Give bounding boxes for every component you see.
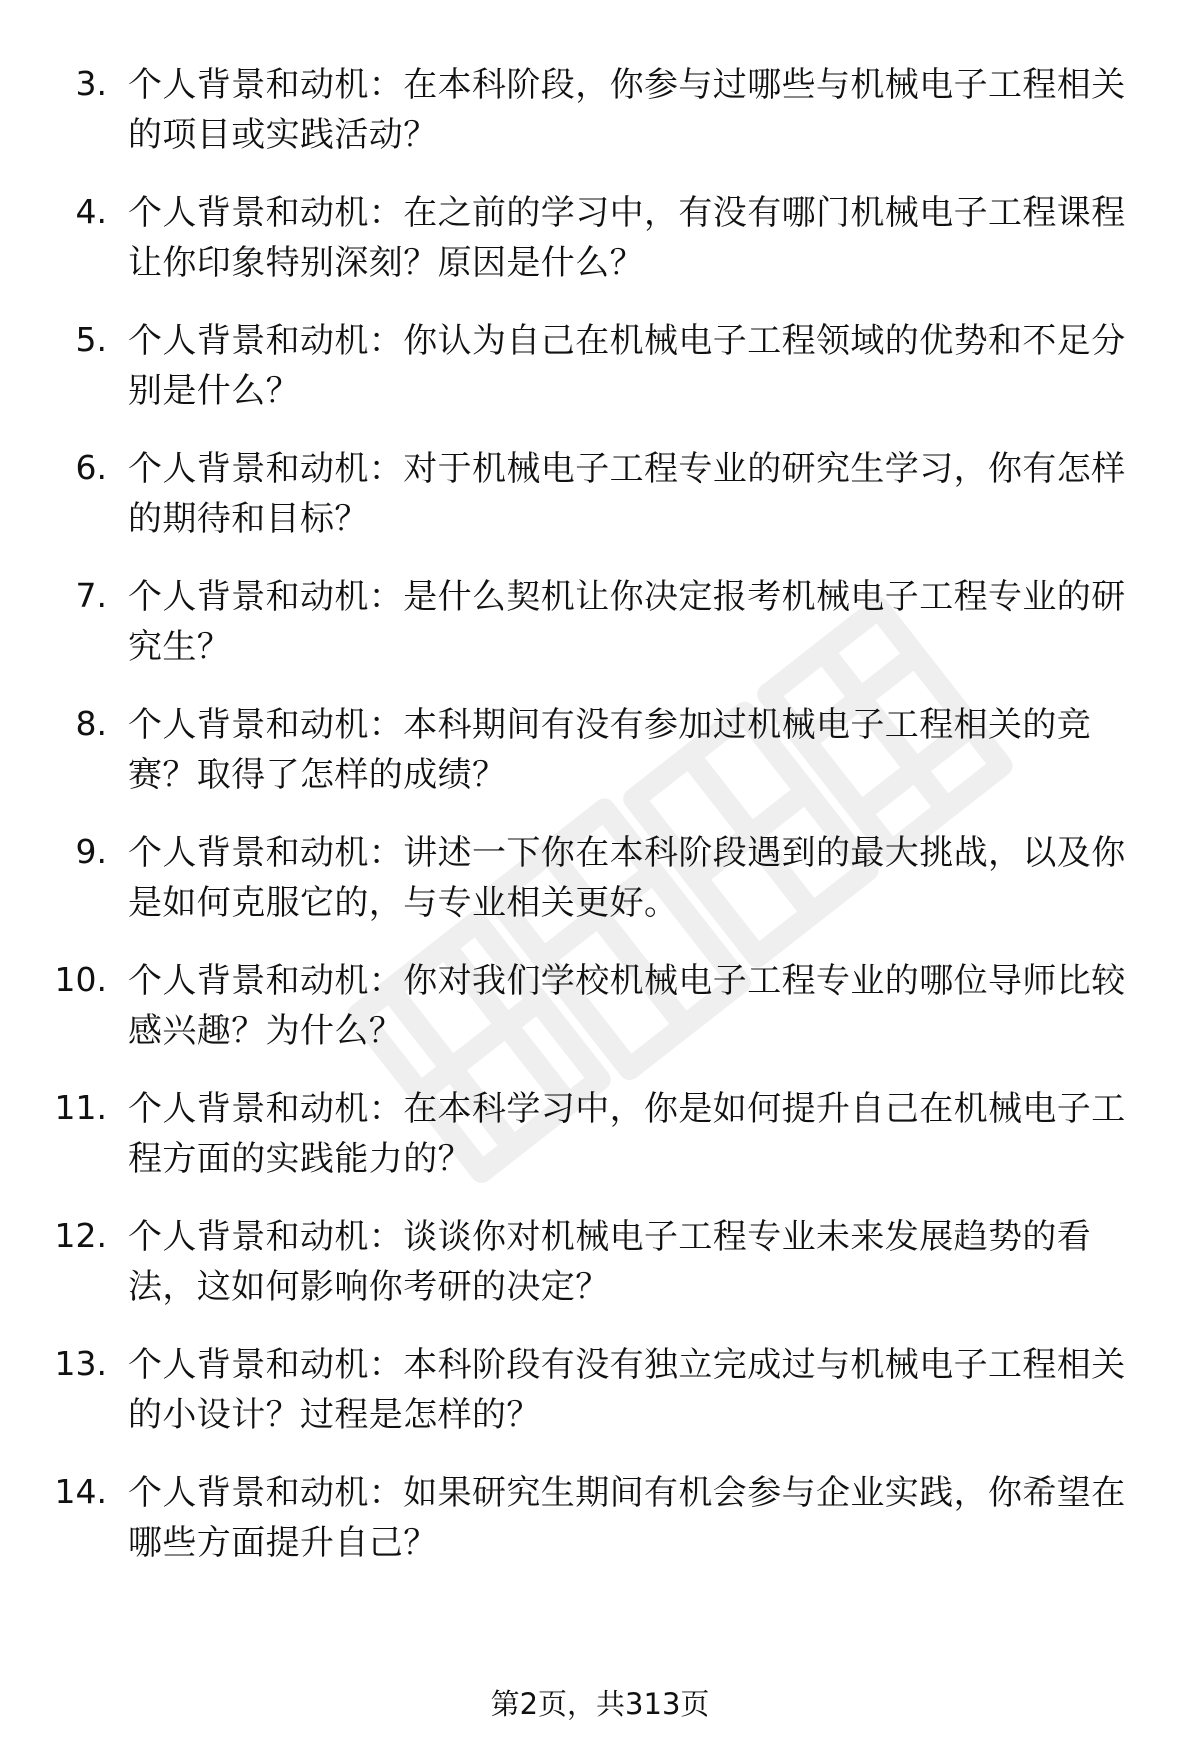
question-text: 个人背景和动机：如果研究生期间有机会参与企业实践，你希望在哪些方面提升自己？	[128, 1473, 1126, 1563]
question-text: 个人背景和动机：对于机械电子工程专业的研究生学习，你有怎样的期待和目标？	[128, 449, 1126, 539]
question-item	[0, 306, 1200, 434]
question-text: 个人背景和动机：是什么契机让你决定报考机械电子工程专业的研究生？	[128, 577, 1126, 667]
question-item	[0, 818, 1200, 946]
question-text: 个人背景和动机：你认为自己在机械电子工程领域的优势和不足分别是什么？	[128, 321, 1126, 411]
question-number: 3.	[75, 64, 107, 103]
question-number: 4.	[75, 192, 107, 231]
question-number: 10.	[54, 960, 107, 999]
question-item	[0, 178, 1200, 306]
question-list	[0, 50, 1200, 1586]
question-number: 7.	[75, 576, 107, 615]
question-text: 个人背景和动机：在之前的学习中，有没有哪门机械电子工程课程让你印象特别深刻？原因是什么？	[128, 193, 1126, 283]
question-number: 9.	[75, 832, 107, 871]
question-text: 个人背景和动机：谈谈你对机械电子工程专业未来发展趋势的看法，这如何影响你考研的决定？	[128, 1217, 1092, 1307]
question-text: 个人背景和动机：你对我们学校机械电子工程专业的哪位导师比较感兴趣？为什么？	[128, 961, 1126, 1051]
question-item	[0, 50, 1200, 178]
question-item	[0, 690, 1200, 818]
question-item	[0, 1330, 1200, 1458]
question-number: 11.	[54, 1088, 107, 1127]
question-text: 个人背景和动机：本科阶段有没有独立完成过与机械电子工程相关的小设计？过程是怎样的？	[128, 1345, 1126, 1435]
question-number: 5.	[75, 320, 107, 359]
question-item	[0, 562, 1200, 690]
question-item	[0, 1202, 1200, 1330]
question-text: 个人背景和动机：讲述一下你在本科阶段遇到的最大挑战，以及你是如何克服它的，与专业相关更好。	[128, 833, 1126, 923]
question-number: 12.	[54, 1216, 107, 1255]
question-text: 个人背景和动机：本科期间有没有参加过机械电子工程相关的竞赛？取得了怎样的成绩？	[128, 705, 1092, 795]
question-item	[0, 1458, 1200, 1586]
question-item	[0, 434, 1200, 562]
question-item	[0, 946, 1200, 1074]
question-number: 14.	[54, 1472, 107, 1511]
question-number: 6.	[75, 448, 107, 487]
question-text: 个人背景和动机：在本科阶段，你参与过哪些与机械电子工程相关的项目或实践活动？	[128, 65, 1126, 155]
question-text: 个人背景和动机：在本科学习中，你是如何提升自己在机械电子工程方面的实践能力的？	[128, 1089, 1126, 1179]
page-number-footer: 第2页，共313页	[490, 1687, 710, 1721]
question-item	[0, 1074, 1200, 1202]
question-number: 13.	[54, 1344, 107, 1383]
question-number: 8.	[75, 704, 107, 743]
